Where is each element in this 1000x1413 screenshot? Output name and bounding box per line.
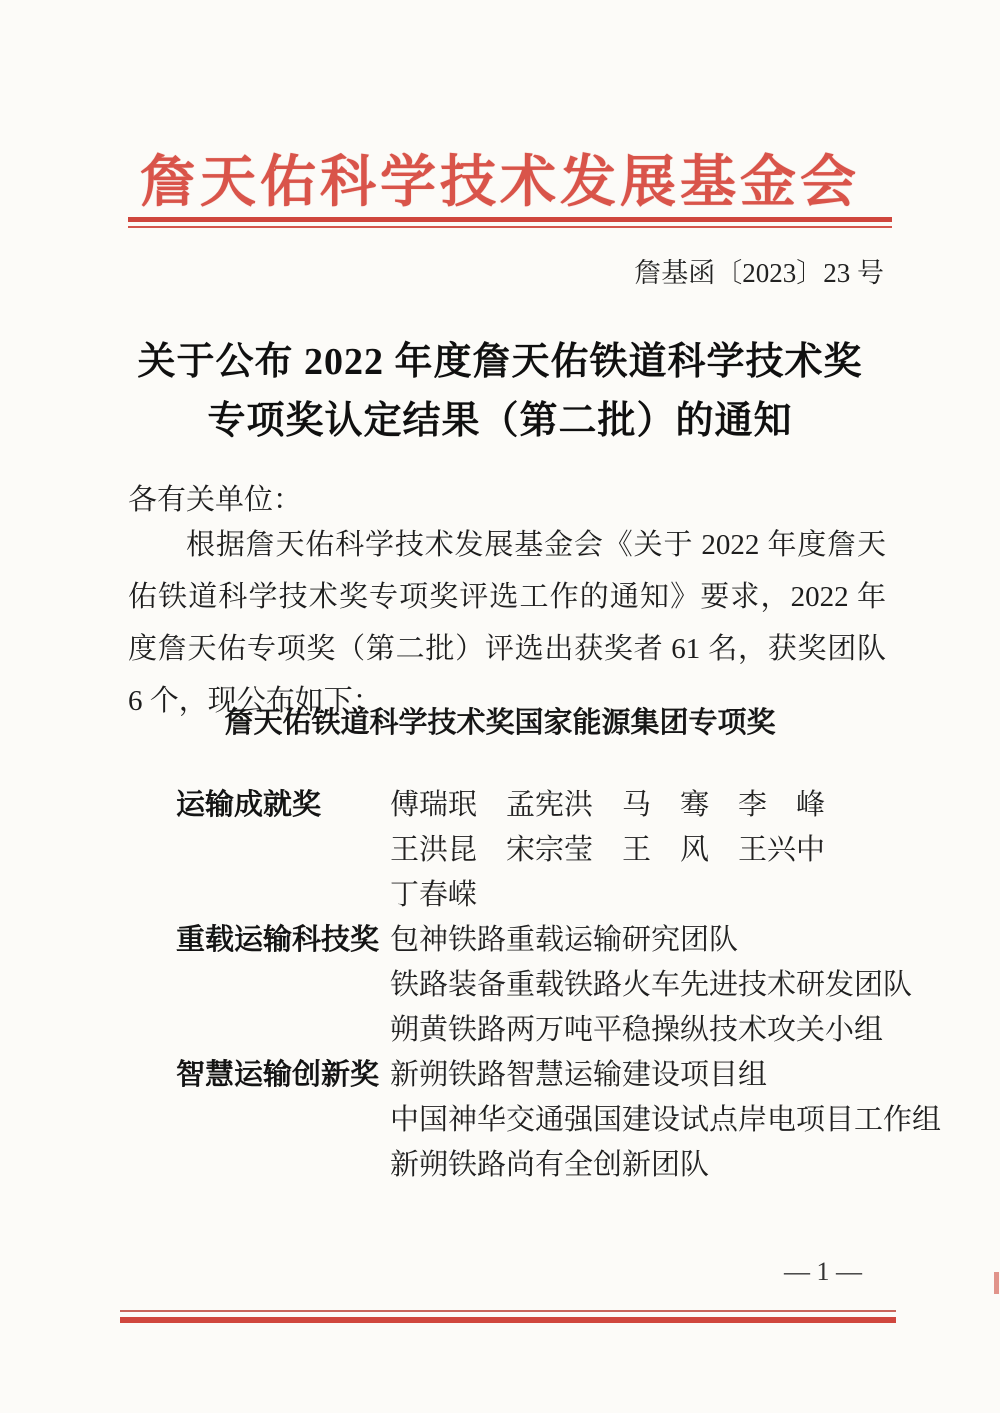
award-section-heading: 詹天佑铁道科学技术奖国家能源集团专项奖 — [224, 707, 776, 739]
award-recipients — [390, 918, 912, 1053]
award-recipient-line: 丁春嵘 — [390, 879, 478, 911]
award-row-smart-transport-innovation — [176, 1053, 942, 1188]
award-category-label: 重载运输科技奖 — [176, 924, 380, 956]
award-row-heavy-haul-tech — [176, 918, 913, 1053]
scan-edge-artifact — [994, 1272, 999, 1294]
letterhead-title: 詹天佑科学技术发展基金会 — [140, 152, 860, 214]
award-recipient-line: 新朔铁路智慧运输建设项目组 — [390, 1059, 768, 1091]
award-list — [176, 783, 942, 1188]
award-recipient-line: 铁路装备重载铁路火车先进技术研发团队 — [390, 969, 913, 1001]
intro-paragraph: 根据詹天佑科学技术发展基金会《关于 2022 年度詹天佑铁道科学技术奖专项奖评选工作的通知》要求，2022 年度詹天佑专项奖（第二批）评选出获奖者 61 名，获奖团队 6 个，现公布如下： — [128, 529, 886, 717]
rule-thick-line — [120, 1317, 896, 1323]
footer-double-rule — [120, 1310, 896, 1323]
document-title-line2: 专项奖认定结果（第二批）的通知 — [207, 400, 793, 442]
letterhead-double-rule — [128, 217, 892, 228]
award-recipient-line: 王洪昆 宋宗莹 王 风 王兴中 — [390, 834, 826, 866]
document-title — [0, 333, 1000, 451]
award-category-label: 运输成就奖 — [176, 789, 322, 821]
page-number: — 1 — — [784, 1257, 862, 1286]
rule-thin-line — [128, 226, 892, 228]
award-recipient-line: 中国神华交通强国建设试点岸电项目工作组 — [390, 1104, 942, 1136]
award-category-label: 智慧运输创新奖 — [176, 1059, 380, 1091]
award-recipient-line: 包神铁路重载运输研究团队 — [390, 924, 739, 956]
document-number: 詹基函〔2023〕23 号 — [634, 258, 884, 288]
salutation: 各有关单位： — [128, 484, 303, 516]
award-recipients — [390, 1053, 941, 1188]
award-row-transport-achievement — [176, 783, 888, 918]
award-recipient-line: 傅瑞珉 孟宪洪 马 骞 李 峰 — [390, 789, 826, 821]
award-recipient-line: 朔黄铁路两万吨平稳操纵技术攻关小组 — [390, 1014, 884, 1046]
award-recipient-line: 新朔铁路尚有全创新团队 — [390, 1149, 710, 1181]
award-recipients — [390, 783, 888, 918]
document-title-line1: 关于公布 2022 年度詹天佑铁道科学技术奖 — [137, 341, 863, 383]
